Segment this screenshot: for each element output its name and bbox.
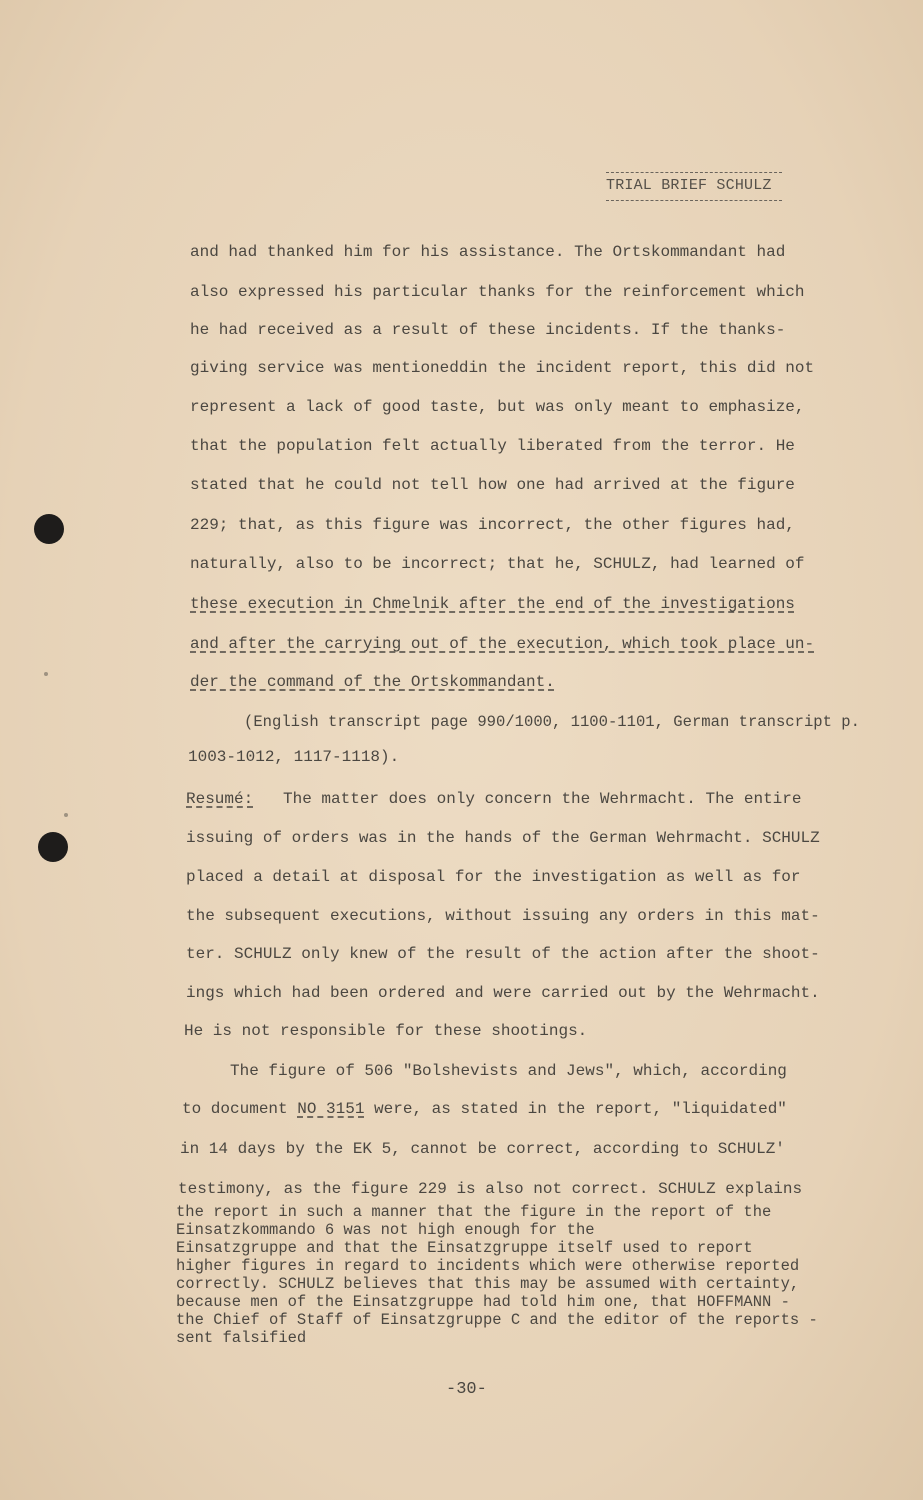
text-line: in 14 days by the EK 5, cannot be correct, according to SCHULZ' [180, 1140, 785, 1158]
text-line: and had thanked him for his assistance. The Ortskommandant had [190, 243, 786, 261]
text-fragment: were, as stated in the report, "liquidated" [364, 1100, 787, 1118]
text-line: stated that he could not tell how one had arrived at the figure [190, 476, 795, 494]
paper-speck [44, 672, 48, 676]
document-reference: NO 3151 [297, 1100, 365, 1118]
text-line: also expressed his particular thanks for the reinforcement which [190, 283, 805, 301]
text-line: naturally, also to be incorrect; that he, SCHULZ, had learned of [190, 555, 805, 573]
document-header [606, 172, 782, 201]
text-line: He is not responsible for these shootings. [184, 1022, 588, 1040]
resume-label: Resumé: [186, 790, 254, 808]
compressed-line: Einsatzkommando 6 was not high enough for the [176, 1221, 595, 1239]
compressed-line: because men of the Einsatzgruppe had told him one, that HOFFMANN - [176, 1293, 790, 1311]
text-fragment: to document [182, 1100, 298, 1118]
text-line: ter. SCHULZ only knew of the result of the action after the shoot- [186, 945, 820, 963]
compressed-line: correctly. SCHULZ believes that this may be assumed with certainty, [176, 1275, 800, 1293]
text-line: The figure of 506 "Bolshevists and Jews", which, according [230, 1062, 787, 1080]
text-line: giving service was mentioneddin the incident report, this did not [190, 359, 815, 377]
citation-line: 1003-1012, 1117-1118). [188, 748, 400, 766]
text-line [182, 1100, 787, 1118]
compressed-line: sent falsified [176, 1329, 307, 1347]
text-line: that the population felt actually liberated from the terror. He [190, 437, 795, 455]
text-line: testimony, as the figure 229 is also not correct. SCHULZ explains [178, 1180, 803, 1198]
page-number: -30- [446, 1380, 487, 1399]
text-line: the subsequent executions, without issuing any orders in this mat- [186, 907, 820, 925]
underlined-line: these execution in Chmelnik after the end of the investigations [190, 595, 795, 613]
compressed-line: the report in such a manner that the figure in the report of the [176, 1203, 772, 1221]
underlined-line: der the command of the Ortskommandant. [190, 673, 555, 691]
punch-hole-top [34, 514, 64, 544]
paper-speck [64, 813, 68, 817]
text-line: he had received as a result of these incidents. If the thanks- [190, 321, 786, 339]
citation-line: (English transcript page 990/1000, 1100-1101, German transcript p. [244, 713, 860, 731]
header-title: TRIAL BRIEF SCHULZ [606, 177, 772, 194]
text-line: placed a detail at disposal for the investigation as well as for [186, 868, 801, 886]
compressed-line: higher figures in regard to incidents which were otherwise reported [176, 1257, 800, 1275]
text-line: issuing of orders was in the hands of the German Wehrmacht. SCHULZ [186, 829, 820, 847]
text-line: The matter does only concern the Wehrmacht. The entire [283, 790, 802, 808]
text-line: represent a lack of good taste, but was only meant to emphasize, [190, 398, 805, 416]
compressed-line: Einsatzgruppe and that the Einsatzgruppe itself used to report [176, 1239, 753, 1257]
text-line: 229; that, as this figure was incorrect, the other figures had, [190, 516, 795, 534]
text-line: ings which had been ordered and were carried out by the Wehrmacht. [186, 984, 820, 1002]
compressed-line: the Chief of Staff of Einsatzgruppe C and the editor of the reports - [176, 1311, 818, 1329]
punch-hole-bottom [38, 832, 68, 862]
underlined-line: and after the carrying out of the execution, which took place un- [190, 635, 815, 653]
header-rule-bottom [606, 200, 782, 201]
